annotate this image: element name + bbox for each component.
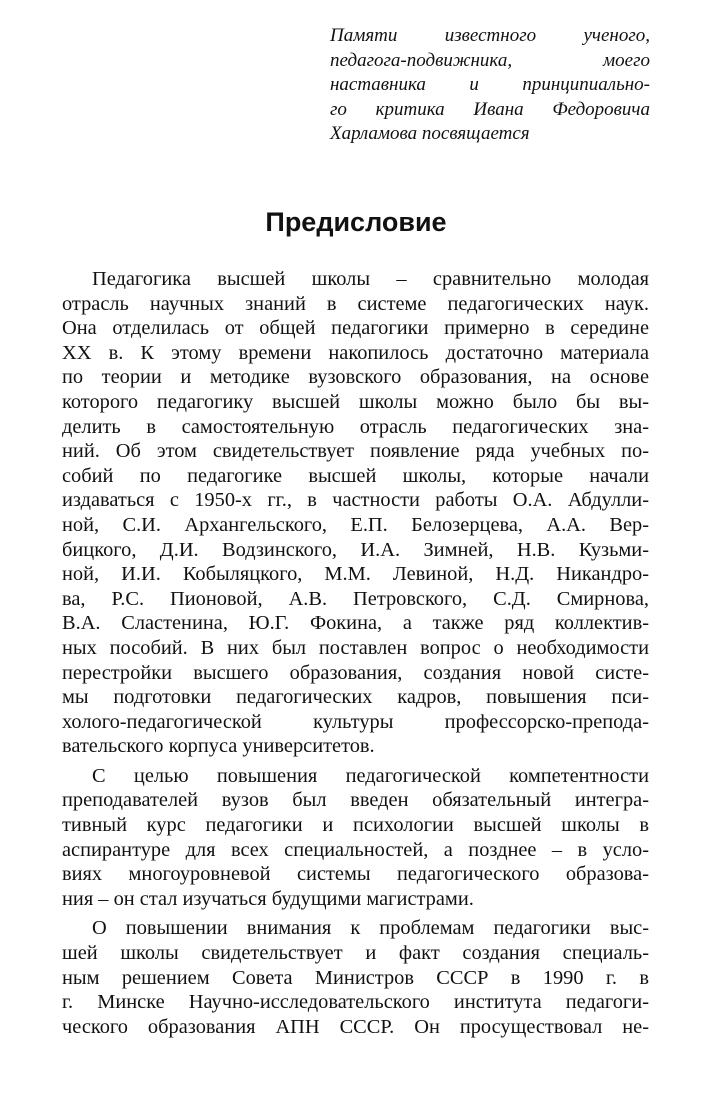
epigraph-line: Харламова посвящается	[330, 123, 530, 144]
text-line: преподавателей вузов был введен обязательный интегра-	[62, 789, 649, 812]
text-line: виях многоуровневой системы педагогического образова-	[62, 863, 649, 886]
text-line: делить в самостоятельную отрасль педагогических зна-	[62, 415, 649, 438]
body-text	[62, 267, 649, 1044]
text-line: XX в. К этому времени накопилось достаточно материала	[62, 341, 649, 364]
text-line: В.А. Сластенина, Ю.Г. Фокина, а также ряд коллектив-	[62, 612, 649, 635]
text-line: Она отделилась от общей педагогики примерно в середине	[62, 317, 649, 340]
text-line: собий по педагогике высшей школы, которые начали	[62, 464, 649, 487]
epigraph-line: го критика Ивана Федоровича	[330, 98, 650, 120]
text-line: Педагогика высшей школы – сравнительно молодая	[92, 268, 649, 290]
text-line: по теории и методике вузовского образования, на основе	[62, 366, 649, 389]
paragraph	[62, 916, 649, 1039]
text-line: тивный курс педагогики и психологии высшей школы в	[62, 814, 649, 837]
page-title: Предисловие	[265, 207, 447, 237]
text-line: ний. Об этом свидетельствует появление ряда учебных по-	[62, 440, 649, 463]
epigraph	[330, 24, 650, 147]
epigraph-line: наставника и принципиально-	[330, 74, 650, 95]
paragraph	[62, 764, 649, 912]
text-line: ния – он стал изучаться будущими магистрами.	[62, 887, 474, 910]
text-line: ных пособий. В них был поставлен вопрос о необходимости	[62, 636, 649, 659]
text-line: аспирантуре для всех специальностей, а позднее – в усло-	[62, 838, 649, 861]
text-line: холого-педагогической культуры профессорско-препода-	[62, 710, 649, 733]
text-line: издаваться с 1950-х гг., в частности работы О.А. Абдулли-	[62, 489, 649, 512]
text-line: г. Минске Научно-исследовательского института педагоги-	[62, 991, 649, 1014]
text-line: ной, И.И. Кобыляцкого, М.М. Левиной, Н.Д. Никандро-	[62, 563, 649, 586]
text-line: мы подготовки педагогических кадров, повышения пси-	[62, 686, 649, 709]
text-line: шей школы свидетельствует и факт создания специаль-	[62, 942, 649, 965]
text-line: которого педагогику высшей школы можно было бы вы-	[62, 390, 649, 413]
text-line: перестройки высшего образования, создания новой систе-	[62, 661, 649, 684]
text-line: ческого образования АПН СССР. Он просуществовал не-	[62, 1015, 649, 1038]
text-line: ной, С.И. Архангельского, Е.П. Белозерцева, А.А. Вер-	[62, 513, 649, 536]
text-line: вательского корпуса университетов.	[62, 735, 375, 758]
text-line: ва, Р.С. Пионовой, А.В. Петровского, С.Д. Смирнова,	[62, 587, 649, 610]
text-line: ным решением Совета Министров СССР в 1990 г. в	[62, 966, 649, 989]
text-line: С целью повышения педагогической компетентности	[92, 764, 649, 787]
epigraph-line: Памяти известного ученого,	[330, 25, 650, 46]
text-line: бицкого, Д.И. Водзинского, И.А. Зимней, Н.В. Кузьми-	[62, 538, 649, 561]
paragraph	[62, 267, 649, 759]
text-line: отрасль научных знаний в системе педагогических наук.	[62, 292, 649, 315]
text-line: О повышении внимания к проблемам педагогики выс-	[92, 917, 649, 940]
epigraph-line: педагога-подвижника, моего	[330, 49, 650, 71]
